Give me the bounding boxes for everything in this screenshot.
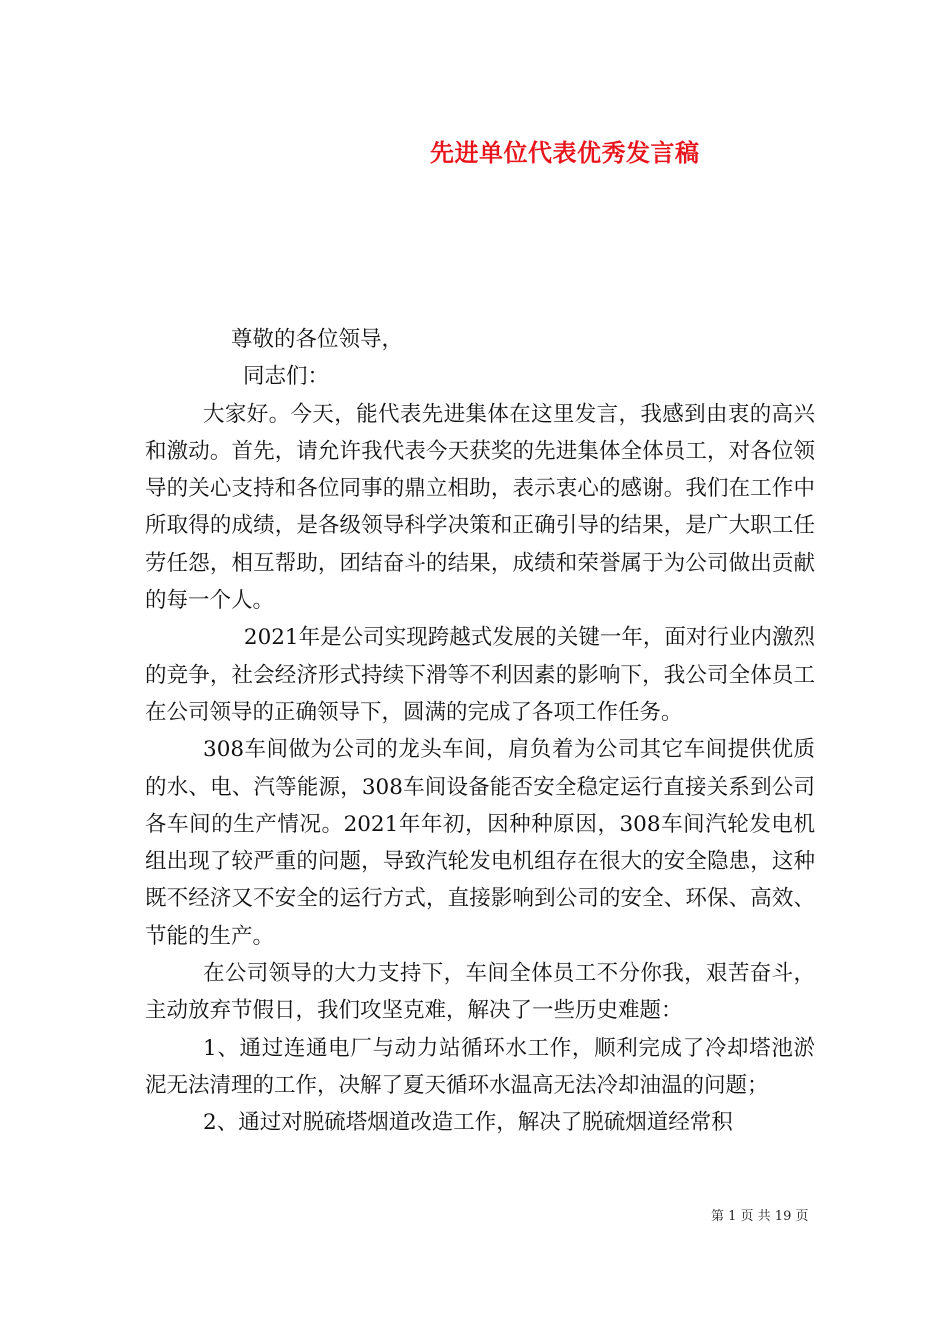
greeting: 同志们： <box>243 364 330 390</box>
document-body <box>145 321 815 1142</box>
paragraph-year-summary: 2021年是公司实现跨越式发展的关键一年，面对行业内激烈的竞争，社会经济形式持续下滑等不利因素的影响下，我公司全体员工在公司领导的正确领导下，圆满的完成了各项工作任务。 <box>145 625 815 725</box>
paragraph-opening: 大家好。今天，能代表先进集体在这里发言，我感到由衷的高兴和激动。首先，请允许我代表今天获奖的先进集体全体员工，对各位领导的关心支持和各位同事的鼎立相助，表示衷心的感谢。我们在工作中所取得的成绩，是各级领导科学决策和正确引导的结果，是广大职工任劳任怨，相互帮助，团结奋斗的结果，成绩和荣誉属于为公司做出贡献的每一个人。 <box>145 401 815 614</box>
paragraph-item-2: 2、通过对脱硫塔烟道改造工作，解决了脱硫烟道经常积 <box>203 1110 733 1136</box>
paragraph-workshop: 308车间做为公司的龙头车间，肩负着为公司其它车间提供优质的水、电、汽等能源，308车间设备能否安全稳定运行直接关系到公司各车间的生产情况。2021年年初，因种种原因，308车间汽轮发电机组出现了较严重的问题，导致汽轮发电机组存在很大的安全隐患，这种既不经济又不安全的运行方式，直接影响到公司的安全、环保、高效、节能的生产。 <box>145 737 815 949</box>
page-number: 第 1 页 共 19 页 <box>711 1209 809 1224</box>
paragraph-support: 在公司领导的大力支持下，车间全体员工不分你我，艰苦奋斗，主动放弃节假日，我们攻坚克难，解决了一些历史难题： <box>145 961 815 1024</box>
paragraph-item-1: 1、通过连通电厂与动力站循环水工作，顺利完成了冷却塔池淤泥无法清理的工作，决解了夏天循环水温高无法冷却油温的问题； <box>145 1035 815 1098</box>
document-title: 先进单位代表优秀发言稿 <box>430 138 700 167</box>
salutation: 尊敬的各位领导， <box>231 327 404 352</box>
